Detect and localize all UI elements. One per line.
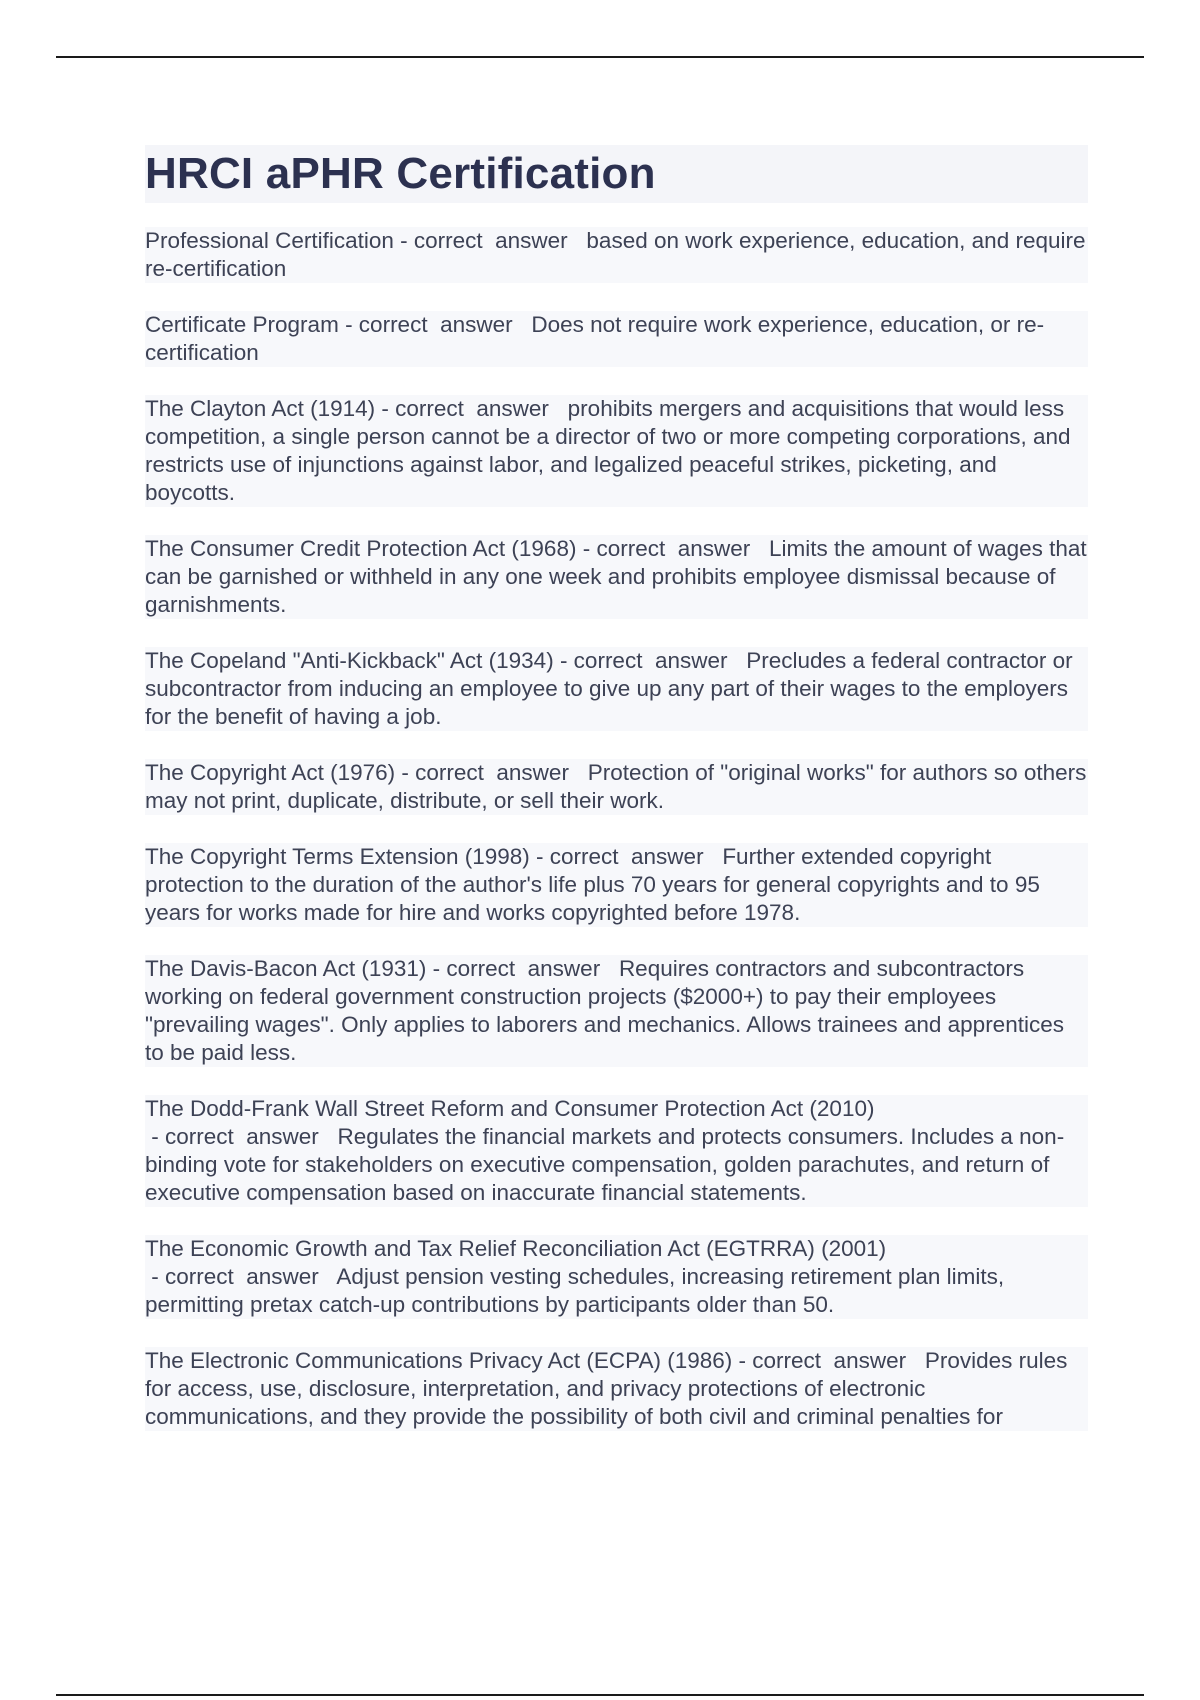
list-item [145, 395, 1088, 507]
entry-term: The Copeland "Anti-Kickback" Act (1934) [145, 648, 554, 673]
list-item [145, 535, 1088, 619]
entry-term: The Copyright Terms Extension (1998) [145, 844, 530, 869]
answer-marker: - correct answer [393, 228, 587, 253]
entry-term: The Electronic Communications Privacy Act (ECPA) (1986) [145, 1348, 733, 1373]
answer-marker: - correct answer [145, 1264, 337, 1289]
entry-definition: Adjust pension vesting schedules, increasing retirement plan limits, permitting pretax catch-up contributions by participants older than 50. [145, 1264, 1005, 1317]
entry-definition: Further extended copyright protection to the duration of the author's life plus 70 years for general copyrights and to 95 years for works made for hire and works copyrighted before 1978. [145, 844, 1040, 925]
entry-definition: Regulates the financial markets and protects consumers. Includes a non-binding vote for stakeholders on executive compensation, golden parachutes, and return of executive compensation based on inaccurate financial statements. [145, 1124, 1065, 1205]
list-item [145, 1095, 1088, 1207]
answer-marker: - correct answer [426, 956, 619, 981]
entry-term: The Consumer Credit Protection Act (1968) [145, 536, 577, 561]
answer-marker: - correct answer [576, 536, 769, 561]
entry-term: The Clayton Act (1914) [145, 396, 376, 421]
document-body [145, 145, 1088, 1459]
entry-definition: Precludes a federal contractor or subcontractor from inducing an employee to give up any part of their wages to the employers for the benefit of having a job. [145, 648, 1073, 729]
page-title: HRCI aPHR Certification [145, 149, 656, 198]
list-item [145, 955, 1088, 1067]
entry-definition: Requires contractors and subcontractors working on federal government construction projects ($2000+) to pay their employees "prevailing wages". Only applies to laborers and mechanics. Allows trainees and apprentices to be paid less. [145, 956, 1064, 1065]
page-bottom-rule [56, 1694, 1144, 1696]
list-item [145, 843, 1088, 927]
answer-marker: - correct answer [395, 760, 588, 785]
list-item [145, 227, 1088, 283]
entry-term: Professional Certification [145, 228, 394, 253]
entry-definition: based on work experience, education, and require re-certification [145, 228, 1086, 281]
entry-definition: Limits the amount of wages that can be garnished or withheld in any one week and prohibits employee dismissal because of garnishments. [145, 536, 1087, 617]
answer-marker: - correct answer [375, 396, 568, 421]
entry-definition: prohibits mergers and acquisitions that would less competition, a single person cannot be a director of two or more competing corporations, and restricts use of injunctions against labor, and legalized peaceful strikes, picketing, and boycotts. [145, 396, 1071, 505]
entry-term: The Dodd-Frank Wall Street Reform and Consumer Protection Act (2010) [145, 1096, 875, 1121]
answer-marker: - correct answer [145, 1124, 338, 1149]
list-item [145, 1347, 1088, 1431]
entry-definition: Does not require work experience, education, or re-certification [145, 312, 1045, 365]
answer-marker: - correct answer [529, 844, 723, 869]
entry-term: The Economic Growth and Tax Relief Reconciliation Act (EGTRRA) (2001) [145, 1236, 887, 1261]
answer-marker: - correct answer [553, 648, 747, 673]
entry-term: The Copyright Act (1976) [145, 760, 396, 785]
entry-definition: Provides rules for access, use, disclosure, interpretation, and privacy protections of electronic communications, and they provide the possibility of both civil and criminal penalties for [145, 1348, 1068, 1429]
list-item [145, 759, 1088, 815]
list-item [145, 1235, 1088, 1319]
page-top-rule [56, 56, 1144, 58]
list-item [145, 311, 1088, 367]
answer-marker: - correct answer [338, 312, 532, 337]
title-band [145, 145, 1088, 203]
answer-marker: - correct answer [732, 1348, 925, 1373]
list-item [145, 647, 1088, 731]
entry-list [145, 227, 1088, 1431]
entry-definition: Protection of "original works" for authors so others may not print, duplicate, distribute, or sell their work. [145, 760, 1087, 813]
entry-term: Certificate Program [145, 312, 339, 337]
entry-term: The Davis-Bacon Act (1931) [145, 956, 427, 981]
